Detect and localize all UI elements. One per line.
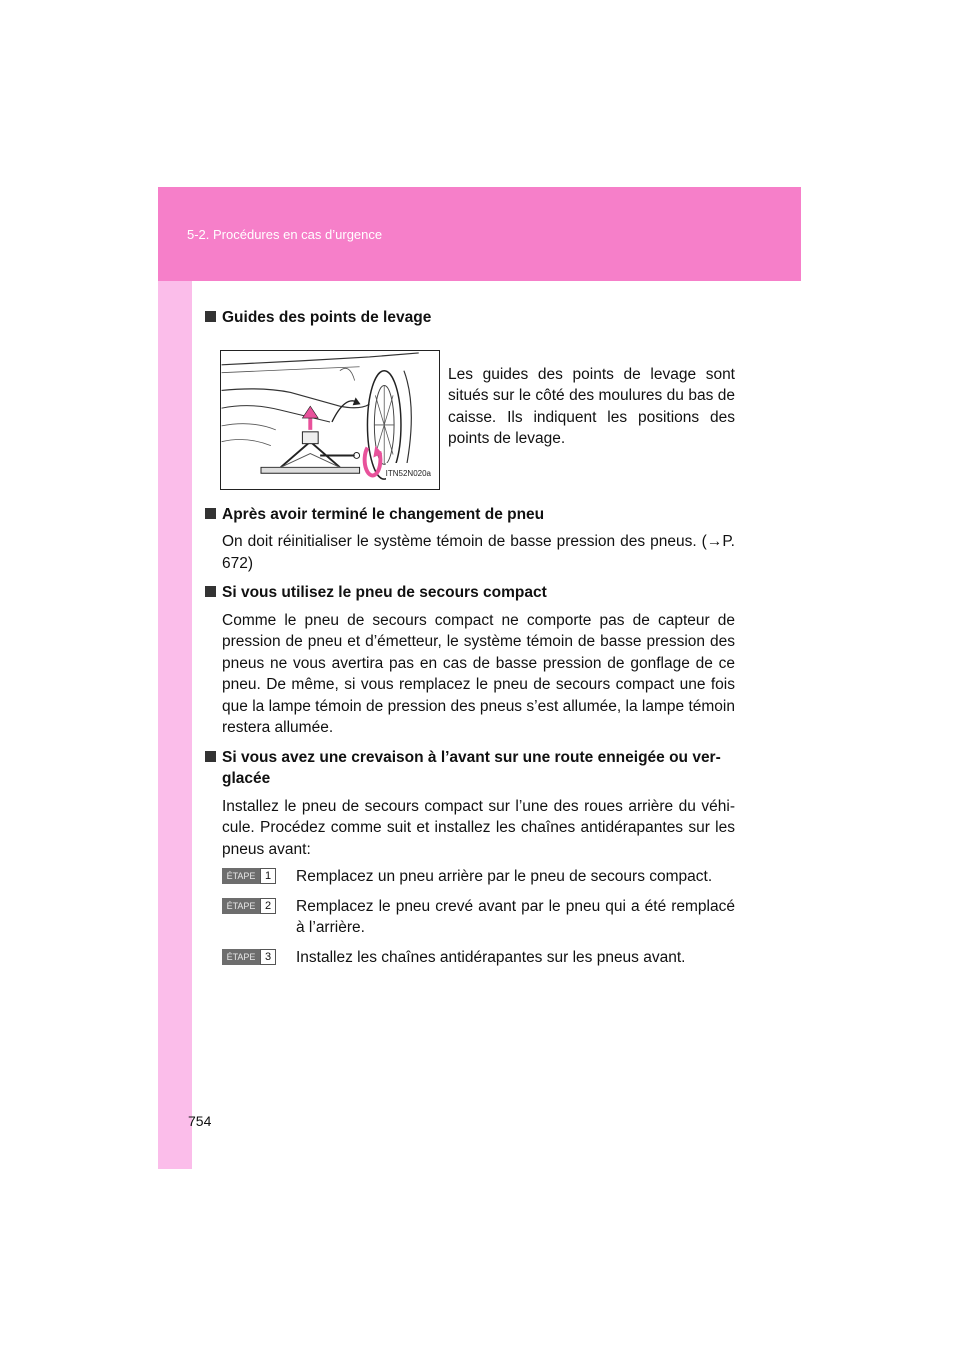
bullet-square-icon [205, 751, 216, 762]
bullet-square-icon [205, 311, 216, 322]
step-text: Installez les chaînes antidérapantes sur les pneus avant. [296, 948, 686, 966]
section-heading: Guides des points de levage [222, 309, 432, 326]
figure-code: ITN52N020a [386, 463, 431, 485]
section-after-change [205, 504, 735, 575]
step-2 [222, 896, 735, 939]
section-compact-spare [205, 582, 735, 739]
step-badge: ÉTAPE 3 [222, 949, 276, 965]
section-jack-guides [205, 307, 735, 484]
figure-row [205, 344, 735, 484]
step-text: Remplacez le pneu crevé avant par le pneu qui a été remplacé à l’arrière. [296, 897, 735, 936]
section-front-puncture [205, 747, 735, 969]
jack-illustration [220, 350, 440, 490]
section-body: On doit réinitialiser le système témoin de basse pression des pneus. (→P. 672) [222, 533, 735, 572]
figure-caption: Les guides des points de levage sont situés sur le côté des moulures du bas de caisse. Ils indiquent les positions des points de levage. [448, 365, 735, 447]
section-body: Installez le pneu de secours compact sur l’une des roues arrière du véhi-cule. Procédez comme suit et installez les chaînes antidérapantes sur les pneus avant: [222, 797, 735, 858]
section-header: 5-2. Procédures en cas d’urgence [187, 227, 383, 242]
step-badge: ÉTAPE 1 [222, 868, 276, 884]
section-heading: Si vous avez une crevaison à l’avant sur une route enneigée ou ver-glacée [222, 748, 721, 787]
section-heading: Si vous utilisez le pneu de secours compact [222, 584, 547, 601]
side-strip [158, 281, 192, 1169]
step-3 [222, 947, 735, 969]
step-1 [222, 866, 735, 888]
bullet-square-icon [205, 586, 216, 597]
section-heading: Après avoir terminé le changement de pneu [222, 505, 545, 523]
page-number: 754 [188, 1113, 212, 1129]
step-badge: ÉTAPE 2 [222, 898, 276, 914]
step-text: Remplacez un pneu arrière par le pneu de secours compact. [296, 868, 713, 885]
section-body: Comme le pneu de secours compact ne comporte pas de capteur de pression de pneu et d’émetteur, le système témoin de basse pression des pneus ne vous avertira pas en cas de basse pression de gonflage de ce pneu. De même, si vous remplacez le pneu de secours compact une fois que la lampe témoin de pression des pneus s’est allumée, la lampe témoin restera allumée. [222, 611, 735, 736]
bullet-square-icon [205, 508, 216, 519]
page-content [205, 307, 735, 976]
